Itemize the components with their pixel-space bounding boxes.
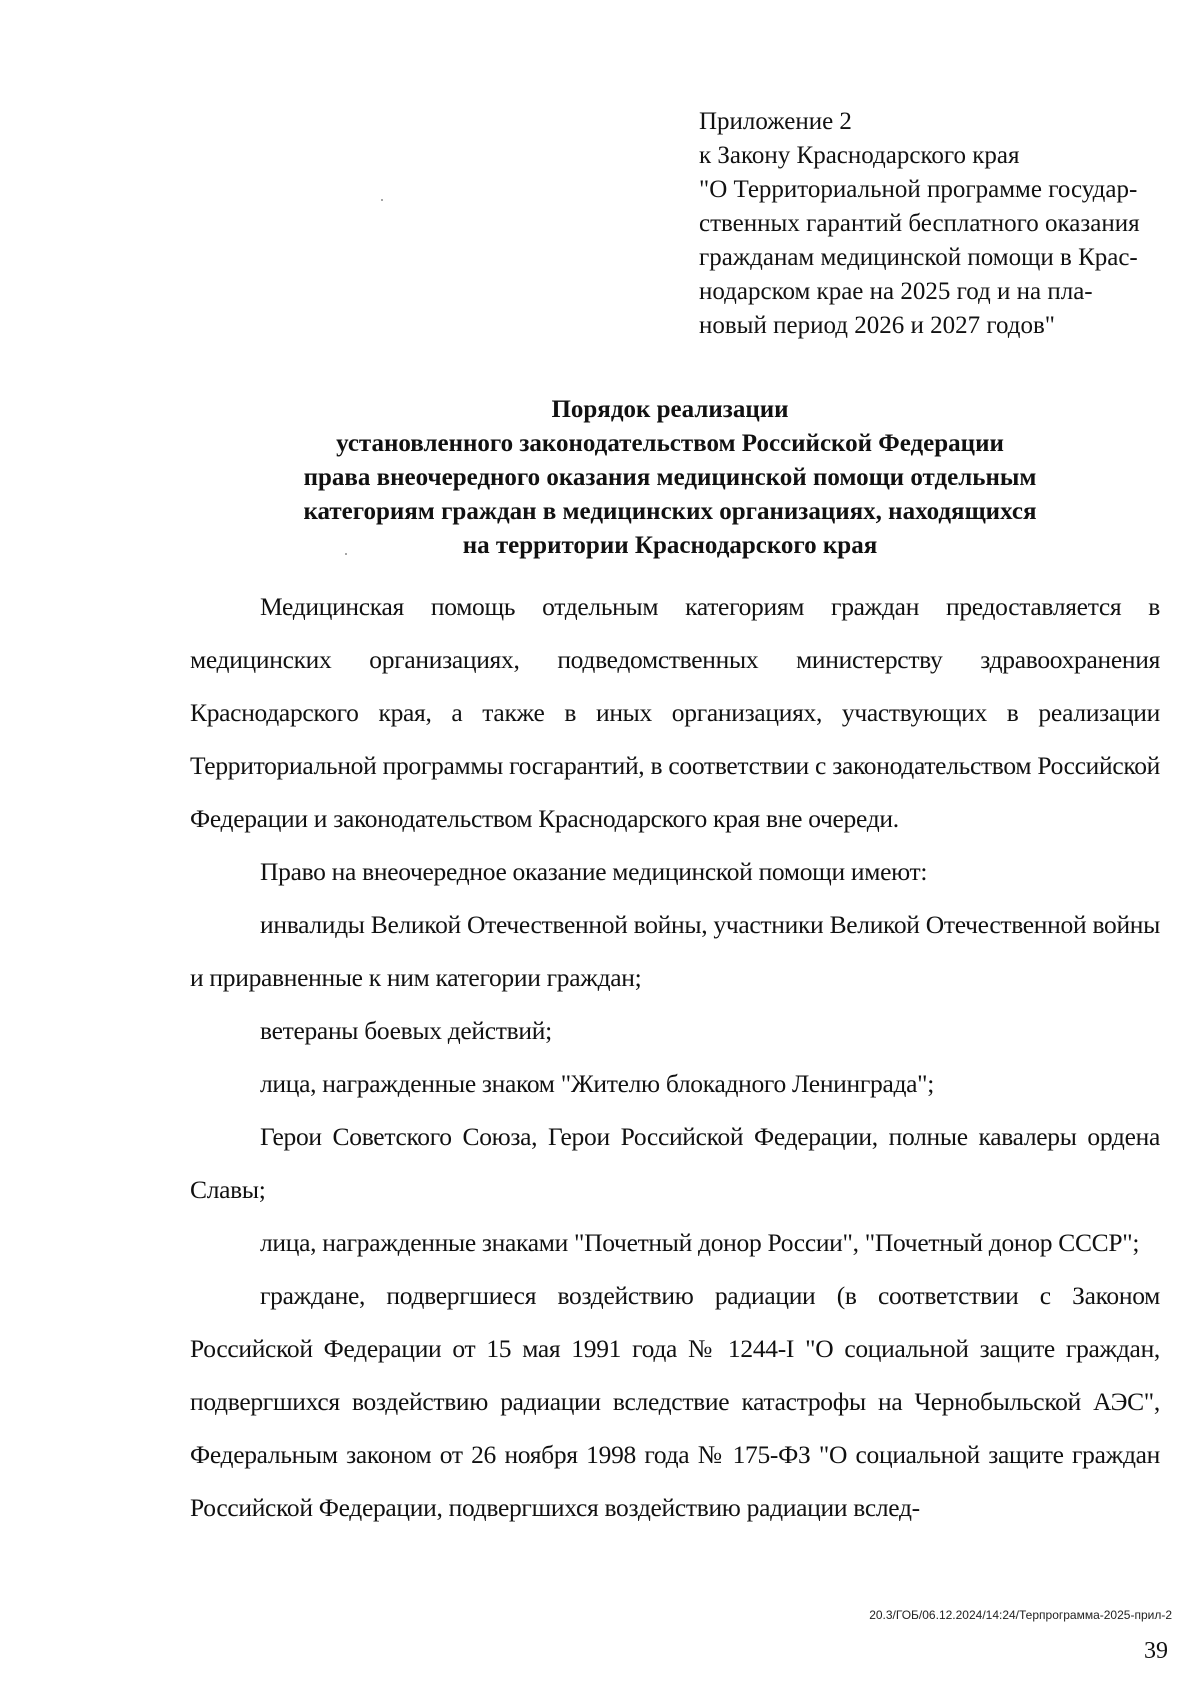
body-paragraph: Право на внеочередное оказание медицинской помощи имеют:: [260, 857, 928, 886]
scan-speck: [345, 553, 347, 555]
body-paragraph: Медицинская помощь отдельным категориям граждан предоставляется в медицинских организациях, подведомственных министерству здравоохранения Краснодарского края, а также в иных организациях, участвующих в реализации Территориальной программы госгарантий, в соответствии с законодательством Российской Федерации и законодательством Краснодарского края вне очереди.: [190, 592, 1160, 833]
appendix-header: [699, 105, 1159, 343]
appendix-line: "О Территориальной программе государ-: [699, 176, 1138, 203]
appendix-line: Приложение 2: [699, 108, 852, 135]
appendix-line: новый период 2026 и 2027 годов": [699, 312, 1055, 339]
body-paragraph: инвалиды Великой Отечественной войны, участники Великой Отечественной войны и приравненные к ним категории граждан;: [190, 910, 1160, 992]
page-number: 39: [1144, 1638, 1168, 1664]
appendix-line: к Закону Краснодарского края: [699, 142, 1020, 169]
document-title: [190, 393, 1150, 563]
title-line: категориям граждан в медицинских организациях, находящихся: [303, 498, 1037, 525]
appendix-line: гражданам медицинской помощи в Крас-: [699, 244, 1138, 271]
body-paragraph: ветераны боевых действий;: [260, 1016, 552, 1045]
appendix-line: ственных гарантий бесплатного оказания: [699, 210, 1140, 237]
body-paragraph: граждане, подвергшиеся воздействию радиации (в соответствии с Законом Российской Федерации от 15 мая 1991 года № 1244-I "О социальной защите граждан, подвергшихся воздействию радиации вследствие катастрофы на Чернобыльской АЭС", Федеральным законом от 26 ноября 1998 года № 175-ФЗ "О социальной защите граждан Российской Федерации, подвергшихся воздействию радиации вслед-: [190, 1281, 1160, 1522]
title-line: на территории Краснодарского края: [462, 532, 878, 559]
title-line: установленного законодательством Российской Федерации: [336, 430, 1004, 457]
document-registration-code: 20.3/ГОБ/06.12.2024/14:24/Терпрограмма-2025-прил-2: [869, 1608, 1172, 1622]
title-line: права внеочередного оказания медицинской помощи отдельным: [303, 464, 1037, 491]
appendix-line: нодарском крае на 2025 год и на пла-: [699, 278, 1093, 305]
scan-speck: [381, 199, 383, 201]
document-body: [190, 580, 1160, 1534]
body-paragraph: лица, награжденные знаками "Почетный донор России", "Почетный донор СССР";: [260, 1228, 1140, 1257]
title-line: Порядок реализации: [551, 396, 789, 423]
body-paragraph: лица, награжденные знаком "Жителю блокадного Ленинграда";: [260, 1069, 935, 1098]
body-paragraph: Герои Советского Союза, Герои Российской Федерации, полные кавалеры ордена Славы;: [190, 1122, 1160, 1204]
